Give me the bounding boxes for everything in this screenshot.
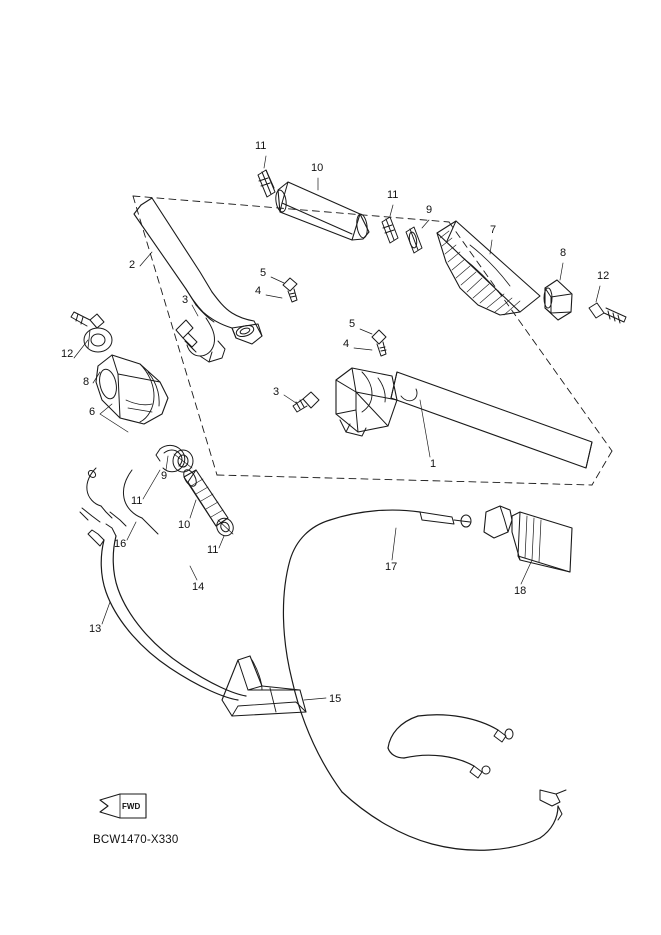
callout-3: 3 [273,386,280,398]
callout-8: 8 [83,376,90,388]
callout-10: 10 [178,519,191,531]
callout-12: 12 [61,348,74,360]
callout-2: 2 [129,259,136,271]
callout-11: 11 [255,140,267,152]
callout-11: 11 [207,544,219,556]
callout-5: 5 [349,318,356,330]
callout-9: 9 [161,470,168,482]
callout-10: 10 [311,162,324,174]
callout-17: 17 [385,561,398,573]
callout-9: 9 [426,204,433,216]
callout-7: 7 [490,224,497,236]
part-code-label: BCW1470-X330 [93,834,179,846]
callout-1: 1 [430,458,437,470]
callout-8: 8 [560,247,567,259]
callout-11: 11 [387,189,399,201]
fwd-direction-label: FWD [122,802,141,811]
callout-3: 3 [182,294,189,306]
callout-4: 4 [343,338,350,350]
callout-12: 12 [597,270,610,282]
callout-11: 11 [131,495,143,507]
callout-15: 15 [329,693,342,705]
callout-16: 16 [114,538,127,550]
callout-4: 4 [255,285,262,297]
callout-6: 6 [89,406,96,418]
callout-14: 14 [192,581,205,593]
callout-13: 13 [89,623,102,635]
callout-18: 18 [514,585,527,597]
callout-5: 5 [260,267,267,279]
